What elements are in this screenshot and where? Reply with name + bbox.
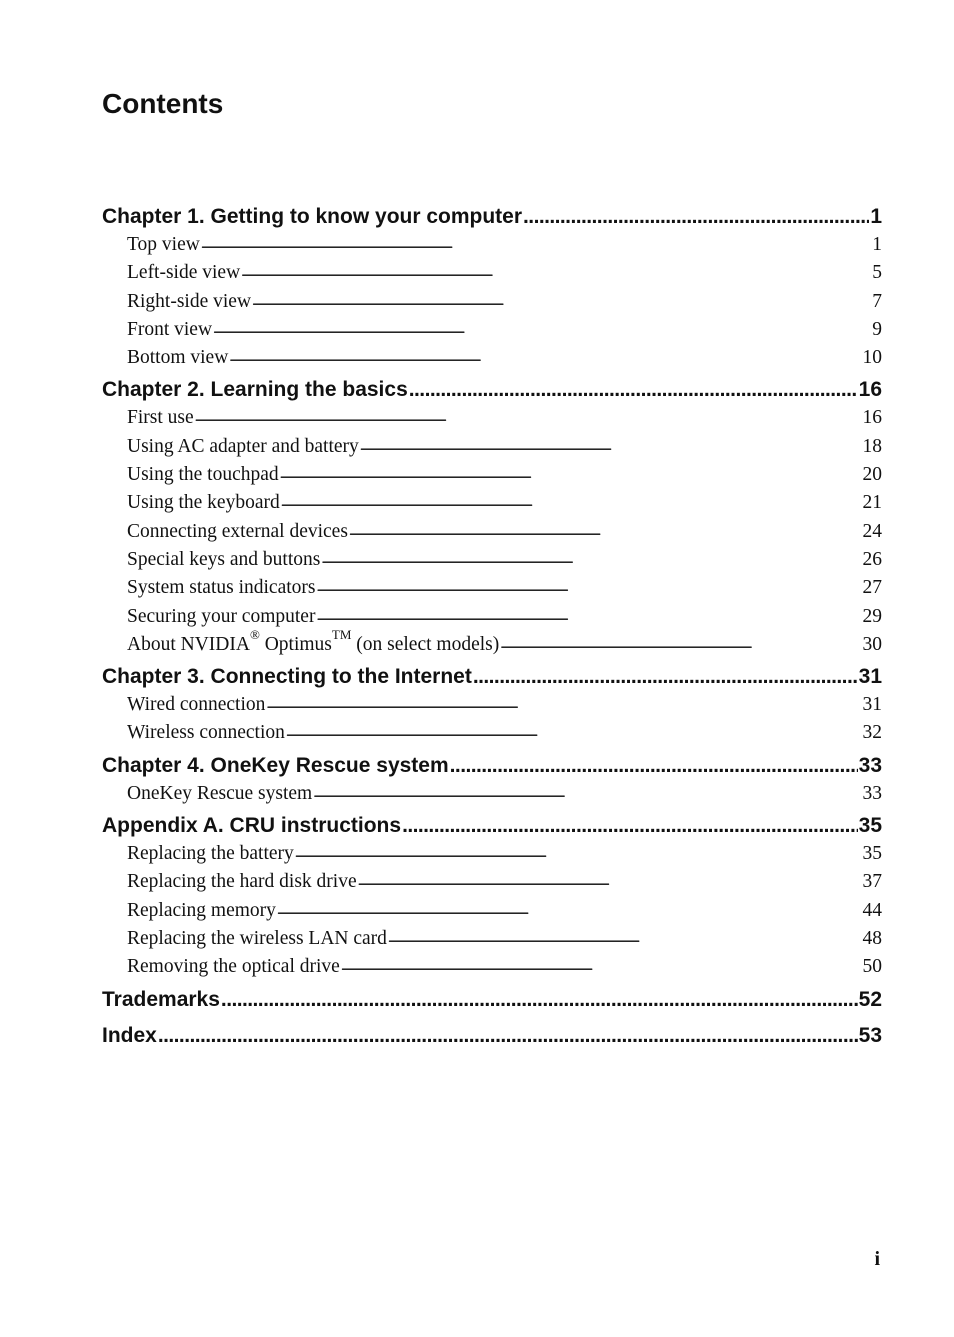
trademark-mark: TM [331, 629, 352, 643]
toc-page-number: 1 [872, 234, 882, 255]
dot-leader [317, 573, 862, 601]
toc-entry-label: Chapter 3. Connecting to the Internet [102, 665, 472, 689]
dot-leader [280, 460, 862, 488]
toc-entry-label: Using the touchpad [127, 464, 279, 486]
toc-entry-label: System status indicators [127, 577, 316, 599]
dot-leader [221, 987, 858, 1013]
toc-section-entry[interactable] [102, 630, 882, 658]
toc-page-number: 31 [862, 694, 882, 716]
toc-page-number: 31 [858, 665, 882, 689]
toc-entry-label: Using AC adapter and battery [127, 435, 359, 457]
registered-mark: ® [249, 629, 260, 643]
toc-page-number: 35 [862, 843, 882, 865]
toc-entry-label: Connecting external devices [127, 520, 348, 542]
page-title: Contents [102, 88, 224, 119]
toc-section-entry[interactable] [102, 924, 882, 952]
toc-page-number: 9 [872, 318, 882, 340]
toc-section-entry[interactable] [102, 573, 882, 601]
toc-section-entry[interactable] [102, 488, 882, 516]
toc-section-entry[interactable] [102, 718, 882, 746]
toc-entry-label: Front view [127, 318, 213, 340]
dot-leader [252, 287, 871, 315]
toc-page-number: 44 [862, 899, 882, 921]
toc-page-number: 33 [862, 782, 882, 804]
dot-leader [523, 204, 869, 230]
toc-chapter-entry[interactable] [102, 204, 882, 230]
toc-entry-label: Special keys and buttons [127, 548, 321, 570]
toc-entry-label: Chapter 2. Learning the basics [102, 378, 408, 402]
toc-section-entry[interactable] [102, 432, 882, 460]
page-number: i [874, 1248, 880, 1270]
toc-section-entry[interactable] [102, 460, 882, 488]
toc-section-entry[interactable] [102, 258, 882, 286]
toc-page-number: 21 [862, 492, 882, 514]
toc-page-number: 53 [858, 1023, 882, 1047]
toc-chapter-entry[interactable] [102, 1023, 882, 1049]
toc-entry-label: OneKey Rescue system [127, 782, 313, 804]
table-of-contents [102, 200, 882, 1049]
dot-leader [266, 690, 861, 718]
toc-page-number: 24 [862, 520, 882, 542]
toc-page-number: 50 [862, 956, 882, 978]
toc-page-number: 20 [862, 464, 882, 486]
toc-page-number: 1 [870, 205, 882, 228]
toc-page-number: 37 [862, 871, 882, 893]
toc-page-number: 26 [862, 548, 882, 570]
toc-section-entry[interactable] [102, 690, 882, 718]
toc-section-entry[interactable] [102, 287, 882, 315]
toc-chapter-entry[interactable] [102, 377, 882, 403]
dot-leader [158, 1023, 858, 1049]
dot-leader [313, 779, 861, 807]
toc-section-entry[interactable] [102, 545, 882, 573]
toc-entry-label: Bottom view [127, 347, 229, 369]
toc-entry-label: Appendix A. CRU instructions [102, 814, 402, 838]
toc-entry-label: Wireless connection [127, 722, 285, 744]
dot-leader [277, 896, 862, 924]
dot-leader [316, 602, 861, 630]
dot-leader [402, 813, 858, 839]
toc-page-number: 48 [862, 927, 882, 949]
dot-leader [500, 630, 861, 658]
dot-leader [286, 718, 862, 746]
toc-section-entry[interactable] [102, 602, 882, 630]
toc-page-number: 16 [862, 407, 882, 429]
dot-leader [295, 839, 862, 867]
toc-entry-label: Chapter 4. OneKey Rescue system [102, 753, 449, 777]
toc-section-entry[interactable] [102, 403, 882, 431]
toc-entry-label: Top view [127, 234, 200, 255]
toc-entry-label: Removing the optical drive [127, 956, 340, 978]
toc-page-number: 32 [862, 722, 882, 744]
toc-entry-label: Replacing the battery [127, 843, 294, 865]
toc-page-number: 5 [872, 262, 882, 284]
toc-section-entry[interactable] [102, 896, 882, 924]
toc-section-entry[interactable] [102, 867, 882, 895]
toc-page-number: 16 [858, 378, 882, 402]
dot-leader [321, 545, 861, 573]
toc-entry-label: Securing your computer [127, 605, 316, 627]
toc-section-entry[interactable] [102, 952, 882, 980]
toc-entry-label: Using the keyboard [127, 492, 280, 514]
toc-entry-label: Trademarks [102, 987, 220, 1011]
toc-entry-label: Chapter 1. Getting to know your computer [102, 205, 523, 228]
toc-section-entry[interactable] [102, 343, 882, 371]
toc-entry-label: Replacing memory [127, 899, 276, 921]
dot-leader [229, 343, 861, 371]
toc-chapter-entry[interactable] [102, 813, 882, 839]
toc-section-entry[interactable] [102, 517, 882, 545]
toc-entry-label: Right-side view [127, 290, 252, 312]
toc-page-number: 35 [858, 814, 882, 838]
toc-chapter-entry[interactable] [102, 753, 882, 779]
dot-leader [388, 924, 862, 952]
toc-chapter-entry[interactable] [102, 987, 882, 1013]
dot-leader [358, 867, 862, 895]
toc-section-entry[interactable] [102, 230, 882, 258]
dot-leader [409, 377, 858, 403]
toc-entry-label: Replacing the hard disk drive [127, 871, 357, 893]
toc-chapter-entry[interactable] [102, 664, 882, 690]
dot-leader [201, 230, 871, 258]
toc-section-entry[interactable] [102, 315, 882, 343]
toc-entry-label: About NVIDIA® Optimus™ (on select models) [127, 632, 499, 658]
toc-entry-label: Replacing the wireless LAN card [127, 927, 387, 949]
dot-leader [195, 403, 862, 431]
dot-leader [281, 488, 862, 516]
dot-leader [450, 753, 858, 779]
dot-leader [360, 432, 862, 460]
dot-leader [213, 315, 871, 343]
toc-entry-label: Left-side view [127, 262, 241, 284]
toc-page-number: 27 [862, 577, 882, 599]
toc-page-number: 29 [862, 605, 882, 627]
toc-page-number: 52 [858, 987, 882, 1011]
toc-page-number: 18 [862, 435, 882, 457]
dot-leader [349, 517, 862, 545]
dot-leader [241, 258, 871, 286]
toc-entry-label: First use [127, 407, 194, 429]
toc-page-number: 10 [862, 347, 882, 369]
toc-entry-label: Wired connection [127, 694, 266, 716]
toc-page-number: 30 [862, 633, 882, 655]
toc-section-entry[interactable] [102, 839, 882, 867]
toc-page-number: 7 [872, 290, 882, 312]
toc-section-entry[interactable] [102, 779, 882, 807]
dot-leader [473, 664, 858, 690]
dot-leader [341, 952, 862, 980]
toc-entry-label: Index [102, 1023, 157, 1047]
toc-page-number: 33 [858, 753, 882, 777]
